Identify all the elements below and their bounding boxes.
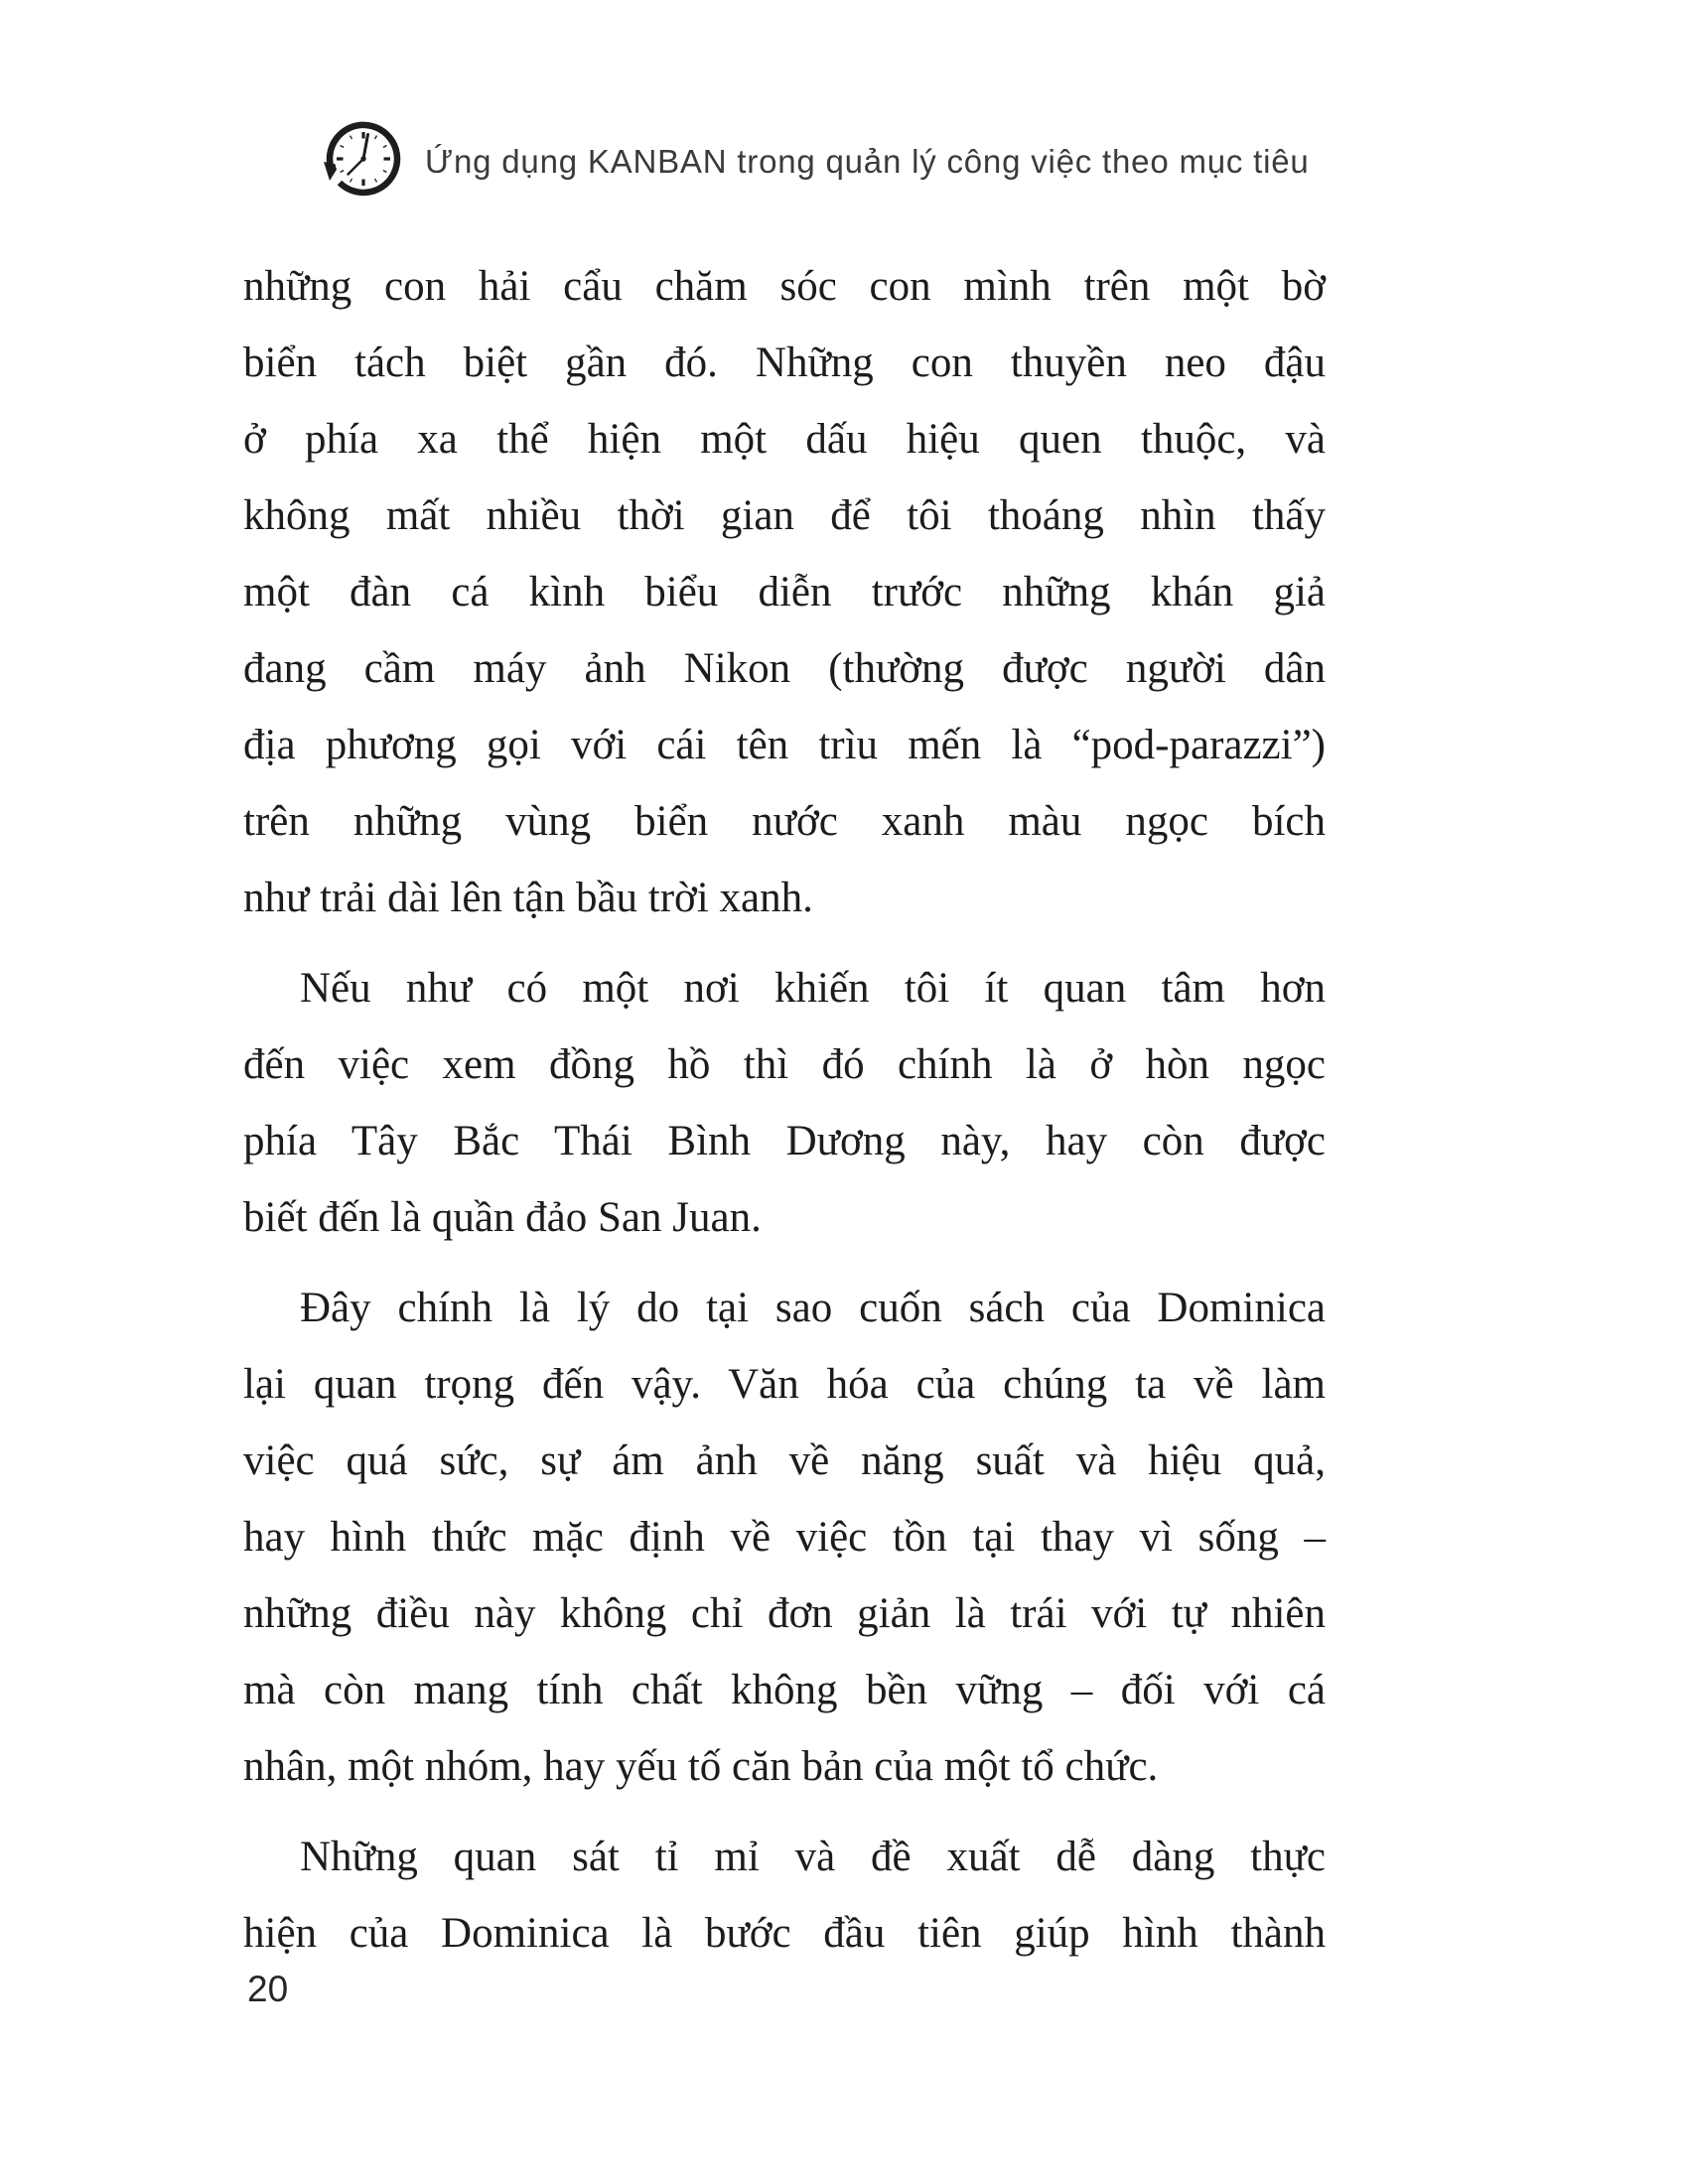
text-line: ở phía xa thể hiện một dấu hiệu quen thuộc, và xyxy=(243,416,1326,463)
paragraph xyxy=(243,248,1326,936)
text-line: Những quan sát tỉ mỉ và đề xuất dễ dàng thực xyxy=(300,1834,1326,1880)
page-number: 20 xyxy=(247,1969,289,2009)
paragraph xyxy=(243,1819,1326,1972)
text-line: nhân, một nhóm, hay yếu tố căn bản của một tổ chức. xyxy=(243,1743,1159,1790)
text-line: biết đến là quần đảo San Juan. xyxy=(243,1194,762,1241)
text-line: trên những vùng biển nước xanh màu ngọc bích xyxy=(243,798,1326,845)
text-line: đang cầm máy ảnh Nikon (thường được người dân xyxy=(243,645,1326,692)
text-line: Đây chính là lý do tại sao cuốn sách của Dominica xyxy=(300,1285,1326,1331)
text-line: lại quan trọng đến vậy. Văn hóa của chúng ta về làm xyxy=(243,1361,1326,1408)
text-line: như trải dài lên tận bầu trời xanh. xyxy=(243,875,813,921)
text-line: những con hải cẩu chăm sóc con mình trên một bờ xyxy=(243,263,1326,310)
text-line: hiện của Dominica là bước đầu tiên giúp hình thành xyxy=(243,1910,1326,1957)
text-line: địa phương gọi với cái tên trìu mến là “pod-parazzi”) xyxy=(243,722,1326,768)
text-line: biển tách biệt gần đó. Những con thuyền neo đậu xyxy=(243,340,1326,386)
clock-refresh-icon xyxy=(324,119,403,199)
body-paragraphs xyxy=(243,248,1326,1985)
running-header xyxy=(324,119,1310,199)
text-line: phía Tây Bắc Thái Bình Dương này, hay còn được xyxy=(243,1118,1326,1164)
text-line: không mất nhiều thời gian để tôi thoáng nhìn thấy xyxy=(243,492,1326,539)
text-line: một đàn cá kình biểu diễn trước những khán giả xyxy=(243,569,1326,615)
paragraph xyxy=(243,1270,1326,1805)
text-line: đến việc xem đồng hồ thì đó chính là ở hòn ngọc xyxy=(243,1041,1326,1088)
text-line: hay hình thức mặc định về việc tồn tại thay vì sống – xyxy=(243,1514,1326,1561)
text-line: mà còn mang tính chất không bền vững – đối với cá xyxy=(243,1667,1326,1713)
text-line: Nếu như có một nơi khiến tôi ít quan tâm hơn xyxy=(300,965,1326,1012)
text-line: những điều này không chỉ đơn giản là trái với tự nhiên xyxy=(243,1590,1326,1637)
text-line: việc quá sức, sự ám ảnh về năng suất và hiệu quả, xyxy=(243,1437,1326,1484)
running-header-title: Ứng dụng KANBAN trong quản lý công việc theo mục tiêu xyxy=(425,143,1310,180)
paragraph xyxy=(243,950,1326,1256)
